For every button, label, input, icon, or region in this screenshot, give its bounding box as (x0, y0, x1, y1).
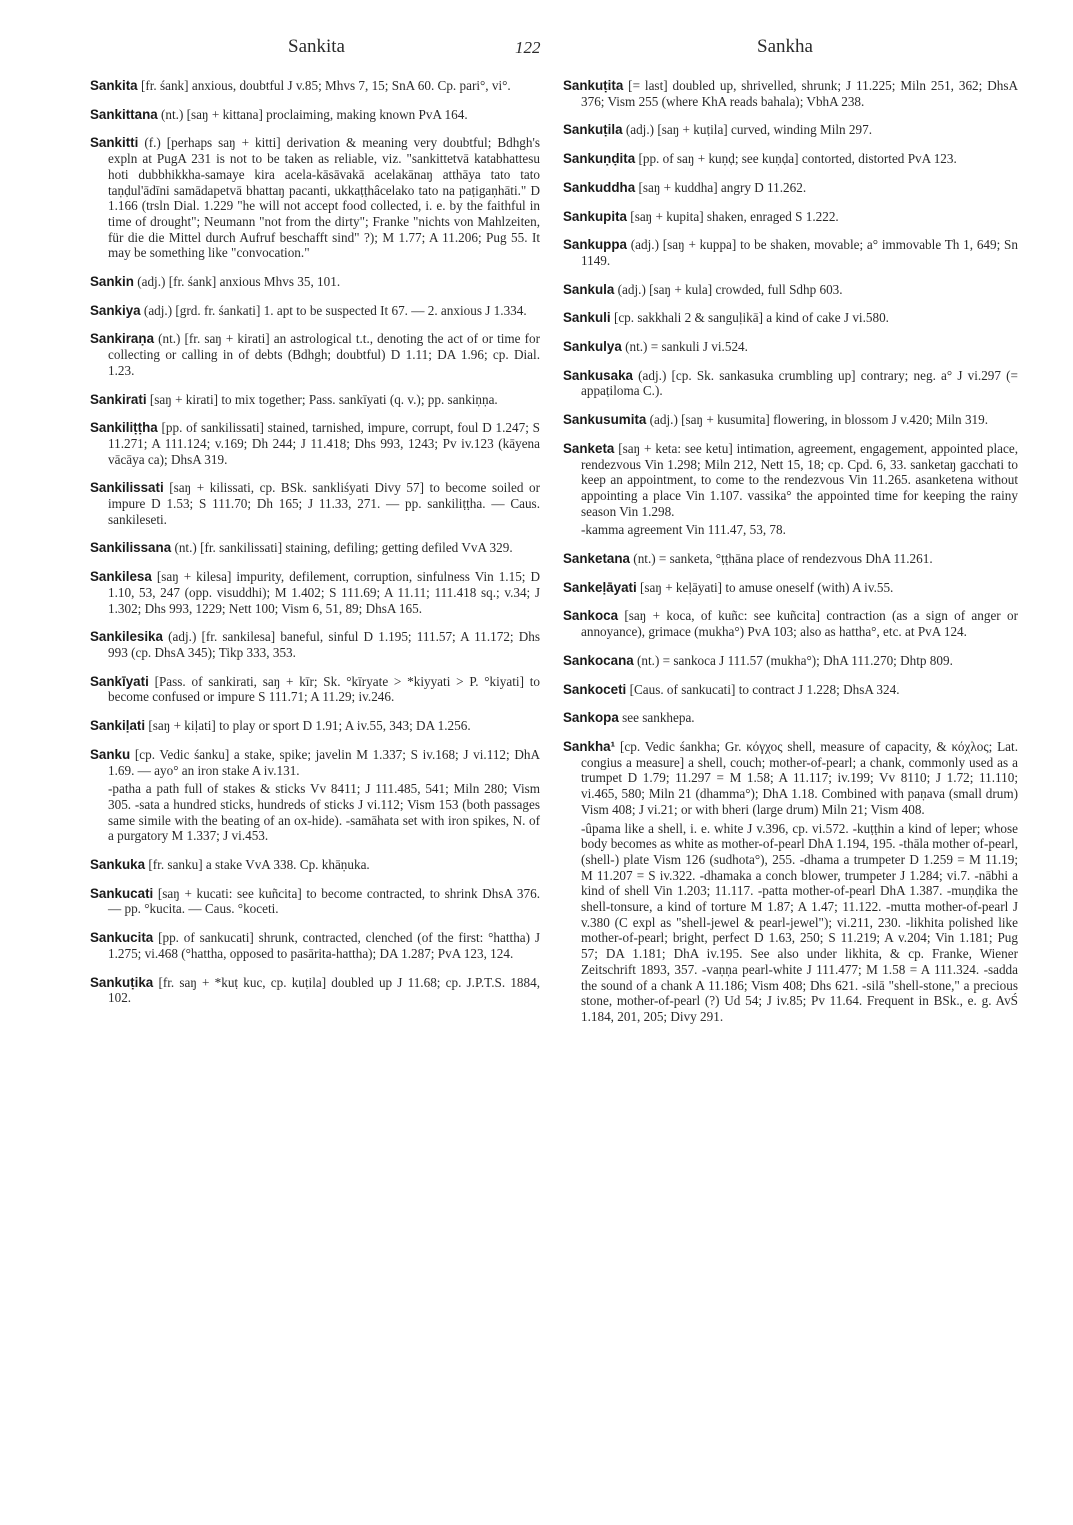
dictionary-entry (563, 368, 1018, 399)
entry-definition: [saŋ + kirati] to mix together; Pass. sankīyati (q. v.); pp. sankiṇṇa. (146, 391, 498, 407)
entry-headword: Sankusaka (563, 367, 633, 383)
dictionary-entry (90, 629, 540, 660)
entry-definition: [cp. Vedic śanku] a stake, spike; javelin M 1.337; S iv.168; J vi.112; DhA 1.69. — ayo° an iron stake A iv.131. (108, 746, 540, 778)
entry-definition: (adj.) [saŋ + kula] crowded, full Sdhp 603. (614, 281, 843, 297)
entry-headword: Sanketa (563, 440, 615, 456)
dictionary-entry (563, 608, 1018, 639)
entry-definition: [pp. of saŋ + kuṇḍ; see kuṇḍa] contorted, distorted PvA 123. (635, 151, 957, 167)
entry-definition: (nt.) = sankuli J vi.524. (621, 339, 748, 355)
dictionary-entry (563, 209, 1018, 225)
entry-definition: -patha a path full of stakes & sticks Vv 8411; J 111.485, 541; Miln 280; Vism 305. -sata a hundred sticks, hundreds of sticks J vi.112; Vism 153 (both passages same simile with the beating of an ox-hide). -samāhata set with iron spikes, N. of a purgatory M 1.337; J vi.453. (108, 781, 540, 844)
dictionary-entry (563, 180, 1018, 196)
dictionary-entry (563, 151, 1018, 167)
entry-definition: (adj.) [fr. sankilesa] baneful, sinful D 1.195; 111.57; A 11.172; Dhs 993 (cp. DhsA 345); Tikp 333, 353. (108, 629, 540, 660)
dictionary-entry (563, 710, 1018, 726)
entry-headword: Sankupita (563, 208, 627, 224)
entry-headword: Sankucita (90, 930, 154, 946)
dictionary-entry (90, 857, 540, 873)
dictionary-entry (90, 930, 540, 961)
entry-headword: Sankula (563, 281, 615, 297)
dictionary-entry (563, 78, 1018, 109)
entry-definition: [fr. saŋ + *kuṭ kuc, cp. kuṭila] doubled up J 11.68; cp. J.P.T.S. 1884, 102. (108, 974, 540, 1006)
entry-headword: Sankiya (90, 302, 141, 318)
dictionary-entry (563, 551, 1018, 567)
entry-headword: Sankuli (563, 310, 611, 326)
entry-definition: (adj.) [fr. śank] anxious Mhvs 35, 101. (133, 274, 341, 290)
entry-definition: (nt.) [fr. saŋ + kirati] an astrological t.t., denoting the act of or time for collecting or calling in of debts (Bdhgh; doubtful) D 1.11; DA 1.96; cp. Dial. 1.23. (108, 331, 540, 378)
dictionary-entry (90, 480, 540, 527)
header-right-guide-word: Sankha (757, 36, 813, 57)
dictionary-entry (563, 412, 1018, 428)
entry-definition: (adj.) [grd. fr. śankati] 1. apt to be suspected It 67. — 2. anxious J 1.334. (140, 302, 527, 318)
entry-headword: Sankoca (563, 608, 619, 624)
dictionary-entry (90, 718, 540, 734)
dictionary-entry (90, 674, 540, 705)
entry-headword: Sankilissati (90, 480, 164, 496)
entry-headword: Sankin (90, 274, 134, 290)
entry-definition: [saŋ + kuddha] angry D 11.262. (635, 179, 807, 195)
dictionary-entry (90, 420, 540, 467)
entry-definition: [pp. of sankucati] shrunk, contracted, clenched (of the first: °hattha) J 1.275; vi.468 (°hattha, opposed to pasārita-hattha); DA 1.287; PvA 123, 124. (108, 930, 540, 961)
dictionary-entry (90, 274, 540, 290)
entry-definition: [saŋ + kucati: see kuñcita] to become contracted, to shrink DhsA 376. — pp. °kucita. — Caus. °koceti. (108, 885, 540, 917)
entry-headword: Sankuka (90, 857, 146, 873)
dictionary-entry (90, 540, 540, 556)
entry-definition: (adj.) [saŋ + kusumita] flowering, in blossom J v.420; Miln 319. (646, 412, 989, 428)
entry-definition: [fr. śank] anxious, doubtful J v.85; Mhvs 7, 15; SnA 60. Cp. pari°, vi°. (137, 78, 511, 93)
entry-definition: [saŋ + kilissati, cp. BSk. sankliśyati Divy 57] to become soiled or impure D 1.53; S 111.70; Dh 165; J 11.33, 271. — pp. sankiliṭṭha. — Caus. sankileseti. (108, 480, 540, 527)
dictionary-entry (90, 747, 540, 778)
entry-headword: Sankiḷati (90, 718, 146, 734)
dictionary-entry (90, 569, 540, 616)
page-header (0, 36, 1073, 64)
entry-headword: Sankopa (563, 710, 619, 726)
entry-headword: Sankuppa (563, 237, 627, 253)
entry-headword: Sankilesika (90, 629, 163, 645)
entry-headword: Sankulya (563, 339, 622, 355)
dictionary-entry (90, 107, 540, 123)
entry-headword: Sankeḷāyati (563, 579, 637, 595)
entry-definition: [saŋ + kupita] shaken, enraged S 1.222. (627, 208, 839, 224)
entry-definition: (nt.) [saŋ + kittana] proclaiming, making known PvA 164. (157, 106, 468, 122)
dictionary-subentry (563, 821, 1018, 1025)
dictionary-entry (563, 237, 1018, 268)
entry-definition: [saŋ + kilesa] impurity, defilement, corruption, sinfulness Vin 1.15; D 1.10, 53, 247 (opp. visuddhi); M 1.402; S 111.69; A 11.11; 111.418 sq.; v.34; J 1.302; Dhs 993, 1229; Nett 100; Vism 6, 51, 89; DhsA 165. (108, 569, 540, 616)
entry-definition: [fr. sanku] a stake VvA 338. Cp. khāṇuka. (145, 857, 370, 873)
entry-definition: [Caus. of sankucati] to contract J 1.228; DhsA 324. (626, 681, 900, 697)
entry-definition: [Pass. of sankirati, saŋ + kīr; Sk. °kīryate > *kiyyati > P. °kiyati] to become confused or impure S 111.71; A 11.29; iv.246. (108, 673, 540, 705)
dictionary-entry (90, 303, 540, 319)
entry-headword: Sankilesa (90, 569, 152, 585)
dictionary-entry (90, 78, 540, 94)
dictionary-subentry (563, 522, 1018, 538)
dictionary-entry (90, 392, 540, 408)
entry-definition: [pp. of sankilissati] stained, tarnished, impure, corrupt, foul D 1.247; S 11.271; A 111.124; v.169; Dh 244; J 11.418; Dhs 993, 1243; Pv iv.123 (kāyena vācāya ca); DhsA 319. (108, 420, 540, 467)
entry-headword: Sankiraṇa (90, 331, 155, 347)
entry-headword: Sankuṇḍita (563, 151, 636, 167)
entry-headword: Sankittana (90, 106, 158, 122)
entry-definition: (f.) [perhaps saŋ + kitti] derivation & meaning very doubtful; Bdhgh's expln at PugA 231 is not to be taken as reliable, viz. "sankittetvā katabhattesu hoti dubbhikkha-samaye kira acela-kāsāvakā acelakānaŋ atthāya tato tato taṇḍul'ādīni samādapetvā bhattaŋ pacanti, ukkaṭṭhâcelako tato na paṭigaṇhāti." D 1.166 (trsln Dial. 1.229 "he will not accept food collected, i. e. by the faithful in time of drought"; Neumann "not from the dirty"; Franke "nichts von Mahlzeiten, für die die Mittel durch Aufruf beschafft sind" ?); M 1.77; A 11.206; Pug 55. It may be something like "convocation." (108, 135, 540, 261)
entry-headword: Sankilissana (90, 540, 172, 556)
dictionary-entry (563, 339, 1018, 355)
entry-definition: [saŋ + koca, of kuñc: see kuñcita] contraction (as a sign of anger or annoyance), grimace (mukha°) PvA 103; also as hattha°, etc. at PvA 124. (581, 608, 1018, 640)
entry-definition: (nt.) = sanketa, °ṭṭhāna place of rendezvous DhA 11.261. (630, 551, 933, 567)
entry-headword: Sanketana (563, 551, 630, 567)
entry-definition: see sankhepa. (618, 710, 695, 726)
dictionary-entry (563, 310, 1018, 326)
entry-headword: Sankīyati (90, 673, 149, 689)
entry-definition: [saŋ + kiḷati] to play or sport D 1.91; A iv.55, 343; DA 1.256. (145, 718, 471, 734)
dictionary-entry (563, 441, 1018, 520)
entry-definition: (nt.) = sankoca J 111.57 (mukha°); DhA 111.270; Dhtp 809. (633, 652, 953, 668)
entry-definition: (adj.) [cp. Sk. sankasuka crumbling up] contrary; neg. a° J vi.297 (= appaṭiloma C.). (581, 367, 1018, 399)
dictionary-entry (563, 282, 1018, 298)
dictionary-entry (90, 975, 540, 1006)
entry-definition: [saŋ + keta: see ketu] intimation, agreement, engagement, appointed place, rendezvous Vin 1.298; Miln 212, Nett 15, 18; cp. Cpd. 6, 33. sanketaŋ gacchati to keep an appointment, to come to the rendezvous Vin 11.265. asanketena without appointing a place Vin 1.107. vassika° the appointed time for keeping the rainy season Vin 1.298. (581, 440, 1018, 519)
entry-headword: Sankoceti (563, 681, 627, 697)
dictionary-subentry (90, 781, 540, 844)
entry-headword: Sankocana (563, 652, 634, 668)
header-left-guide-word: Sankita (288, 36, 345, 57)
entry-definition: -ûpama like a shell, i. e. white J v.396, cp. vi.572. -kuṭṭhin a kind of leper; whose body becomes as white as mother-of-pearl DhA 1.194, 195. -thāla mother of-pearl, (shell-) plate Vism 126 (sudhota°), 255. -dhama a trumpeter D 1.259 = M 11.19; M 11.207 = S iv.322. -dhamaka a conch blower, trumpeter J 1.284; vi.7. -nābhi a kind of shell Vin 1.203; 11.117. -patta mother-of-pearl DhA 1.387. -muṇḍika the shell-tonsure, a kind of torture M 1.87; A 1.47; 11.122. -mutta mother-of-pearl J v.380 (C expl as "shell-jewel & pearl-jewel"); vi.211, 230. -likhita polished like mother-of-pearl; bright, perfect D 1.63, 250; S 11.219; A v.204; Vin 1.181; Pug 57; DA 1.181; DhA iv.195. See also under likhita, & cp. Franke, Wiener Zeitschrift 1893, 357. -vaṇṇa pearl-white J 111.477; M 1.58 = A 111.324. -sadda the sound of a chank A 11.186; Vism 408; Dhs 621. -silā "shell-stone," a precious stone, mother-of-pearl (?) Ud 54; J iv.85; Pv 11.64. Frequent in BSk., e. g. AvŚ 1.184, 201, 205; Divy 291. (581, 820, 1018, 1024)
entry-definition: [cp. Vedic śankha; Gr. κόγχος shell, measure of capacity, & κόχλος; Lat. congius a measure] a shell, couch; mother-of-pearl; a chank, commonly used as a trumpet D 1.79; 11.297 = M 1.58; A 11.117; iv.199; Vv 8110; J 1.72; 11.110; vi.465, 580; Miln 21 (dhamma°); DhA 1.18. Combined with paṇava (small drum) Vism 408; J vi.21; or with bheri (large drum) Miln 21; Vism 408. (581, 738, 1018, 817)
entry-headword: Sankusumita (563, 412, 647, 428)
entry-headword: Sankita (90, 78, 138, 93)
entry-headword: Sankha¹ (563, 738, 616, 754)
entry-definition: [= last] doubled up, shrivelled, shrunk; J 11.225; Miln 251, 362; DhsA 376; Vism 255 (where KhA reads bahala); VbhA 238. (581, 78, 1018, 109)
dictionary-entry (563, 739, 1018, 818)
entry-definition: (adj.) [saŋ + kuṭila] curved, winding Miln 297. (622, 122, 873, 138)
dictionary-entry (563, 122, 1018, 138)
dictionary-entry (90, 886, 540, 917)
left-column (90, 78, 540, 1019)
entry-definition: (nt.) [fr. sankilissati] staining, defiling; getting defiled VvA 329. (171, 540, 513, 556)
entry-headword: Sankuddha (563, 179, 636, 195)
right-column (563, 78, 1018, 1038)
dictionary-entry (90, 135, 540, 261)
entry-headword: Sankuṭita (563, 78, 624, 93)
entry-definition: -kamma agreement Vin 111.47, 53, 78. (581, 522, 786, 538)
entry-headword: Sanku (90, 746, 131, 762)
page-number: 122 (515, 38, 541, 57)
entry-definition: (adj.) [saŋ + kuppa] to be shaken, movable; a° immovable Th 1, 649; Sn 1149. (581, 237, 1018, 268)
dictionary-entry (90, 331, 540, 378)
entry-headword: Sankirati (90, 391, 147, 407)
entry-headword: Sankuṭika (90, 974, 154, 990)
entry-headword: Sankitti (90, 135, 139, 151)
dictionary-entry (563, 580, 1018, 596)
entry-headword: Sankuṭila (563, 122, 623, 138)
entry-headword: Sankucati (90, 885, 154, 901)
dictionary-entry (563, 653, 1018, 669)
entry-headword: Sankiliṭṭha (90, 420, 158, 436)
entry-definition: [cp. sakkhali 2 & sanguḷikā] a kind of cake J vi.580. (610, 310, 889, 326)
dictionary-entry (563, 682, 1018, 698)
entry-definition: [saŋ + keḷāyati] to amuse oneself (with) A iv.55. (636, 579, 894, 595)
